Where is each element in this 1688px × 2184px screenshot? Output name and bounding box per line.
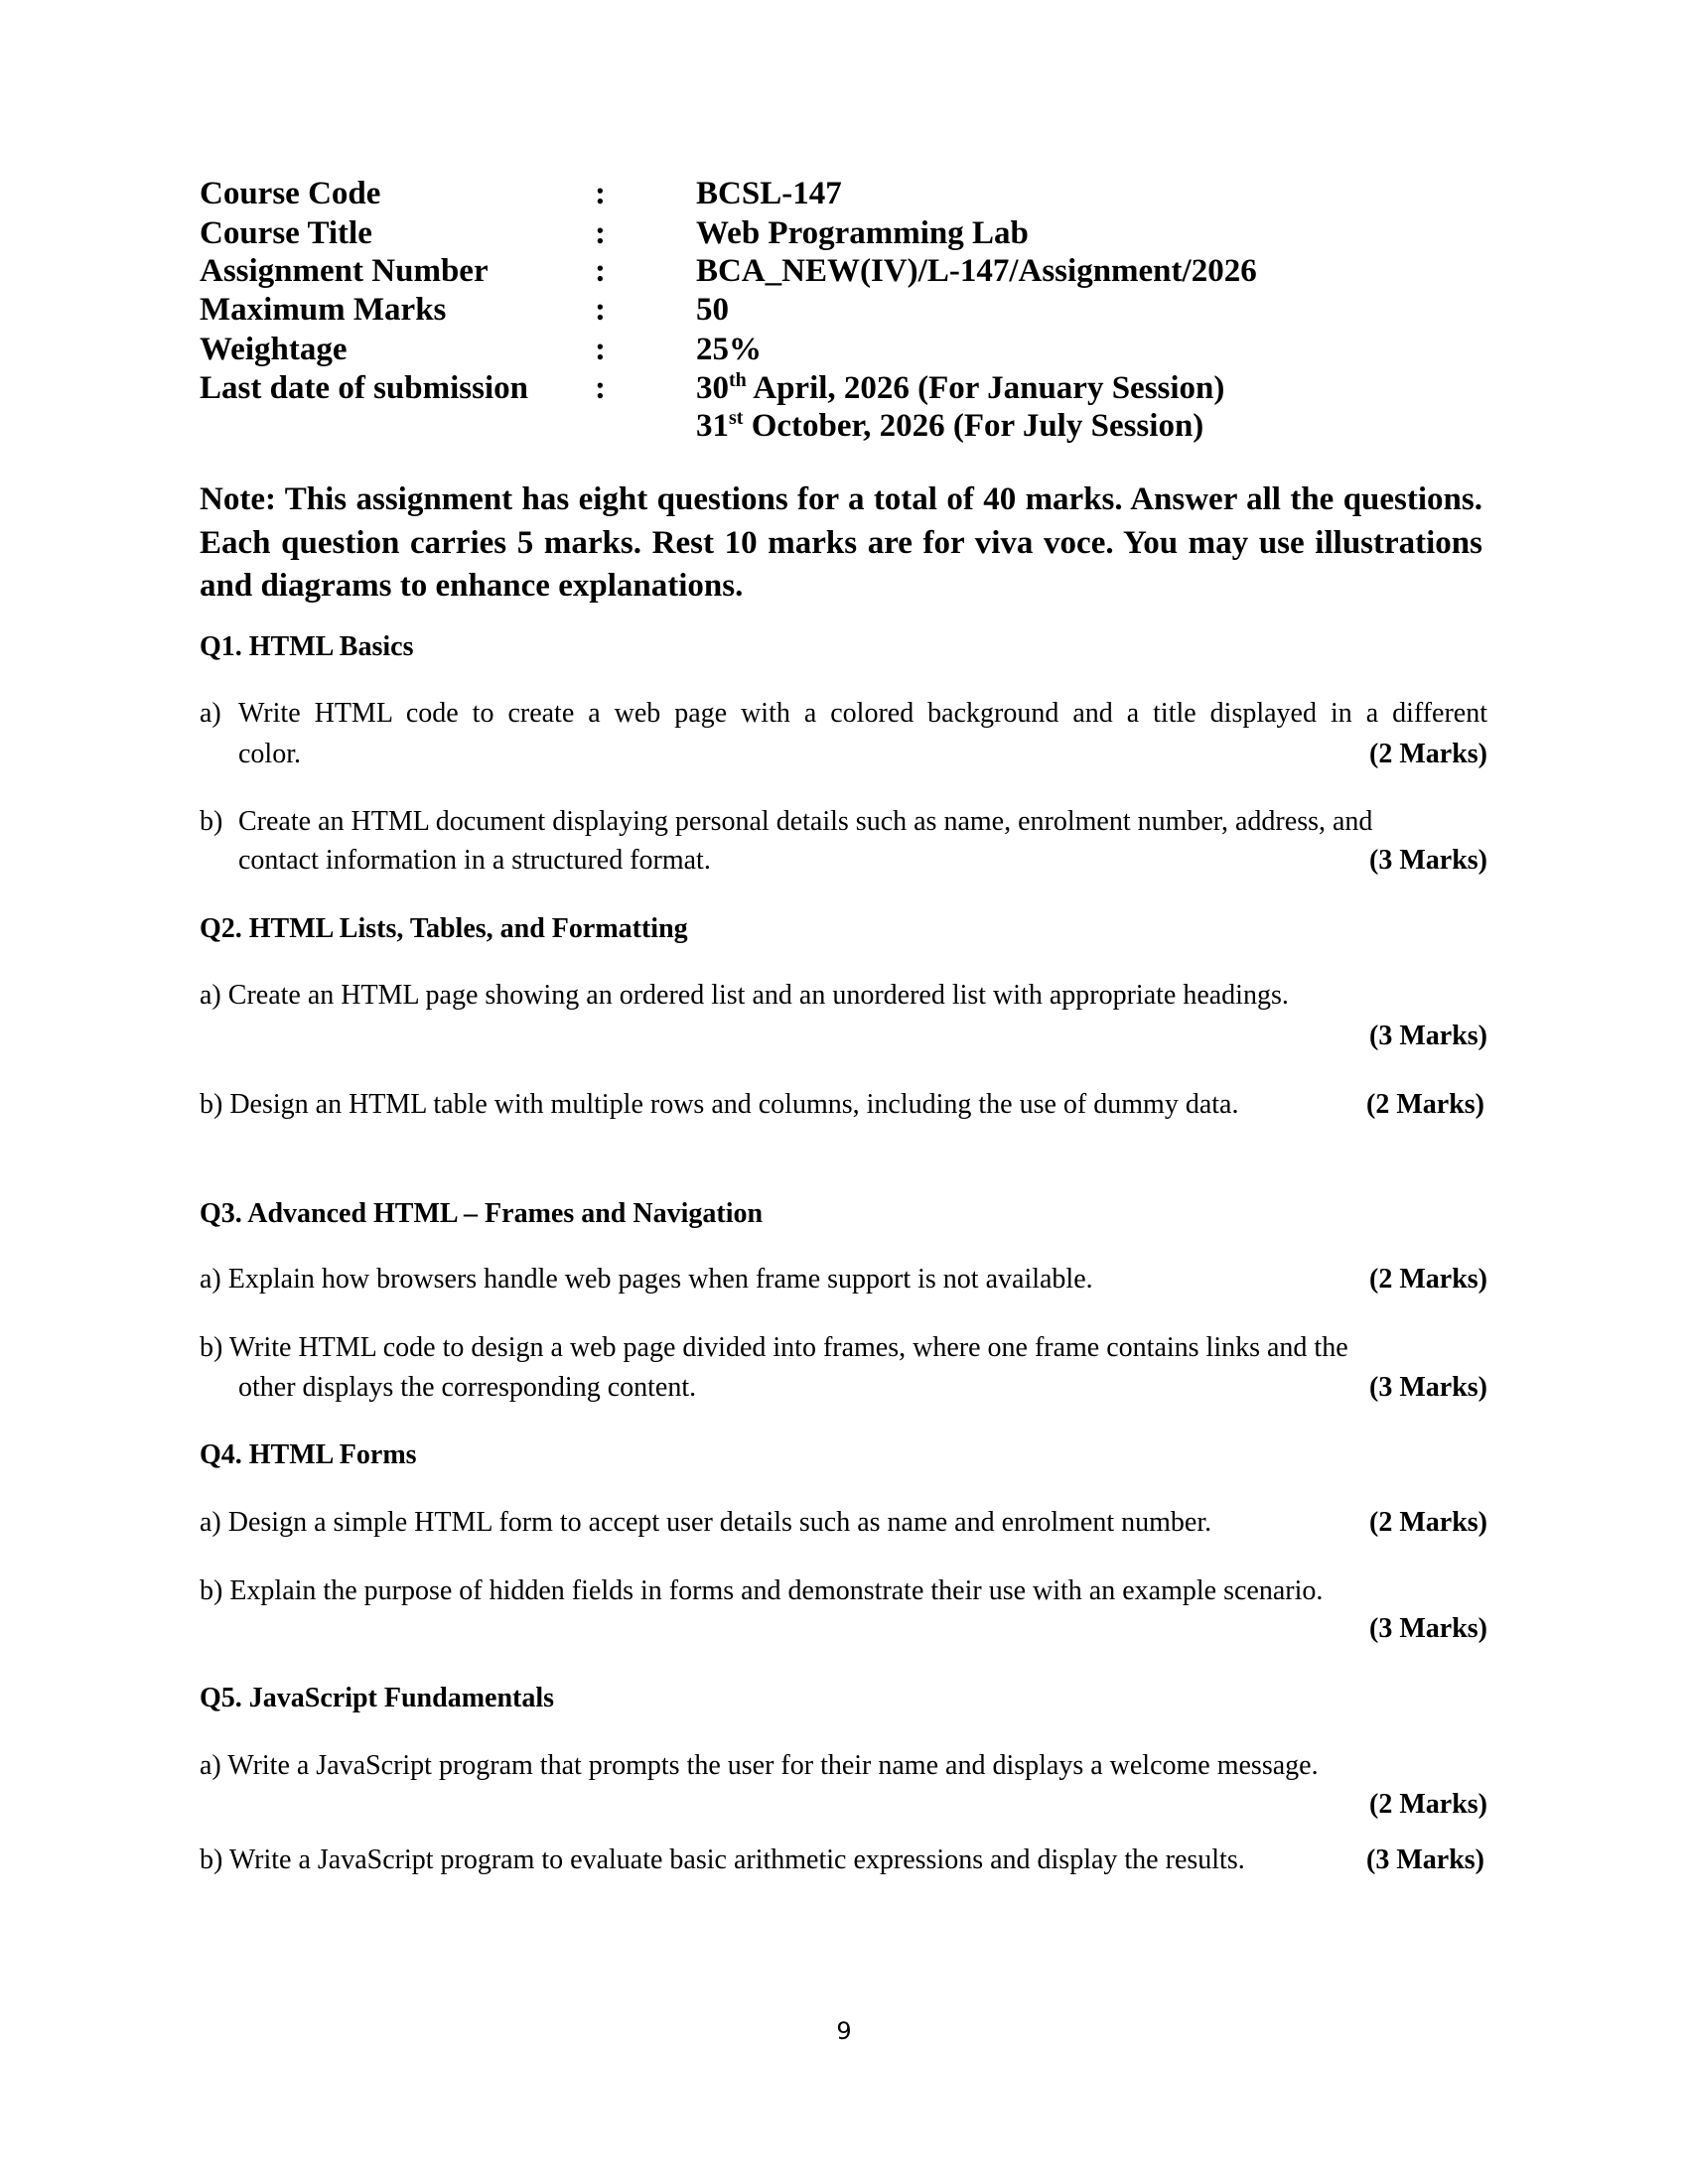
question-part-q3a — [200, 1266, 1487, 1294]
part-text: Design a simple HTML form to accept user details such as name and enrolment number. — [227, 1507, 1212, 1538]
question-part-q1a-cont — [238, 741, 1487, 768]
marks-label: (2 Marks) — [1369, 1264, 1487, 1295]
marks-label: (2 Marks) — [1366, 1089, 1484, 1120]
date-suffix: th — [729, 369, 747, 391]
question-heading-q4: Q4. HTML Forms — [200, 1439, 417, 1470]
part-prefix: b) — [200, 806, 223, 837]
part-text: Design an HTML table with multiple rows and columns, including the use of dummy data. — [229, 1089, 1239, 1120]
part-text: Create an HTML document displaying personal details such as name, enrolment number, address, and — [238, 806, 1373, 837]
marks-label: (2 Marks) — [1369, 1507, 1487, 1538]
part-prefix: b) — [200, 1844, 223, 1875]
part-text: Write HTML code to create a web page with a colored background and a title displayed in a different — [238, 698, 1487, 729]
date-day: 31 — [696, 408, 729, 444]
meta-value: Web Programming Lab — [696, 215, 1029, 251]
question-part-q4a — [200, 1509, 1487, 1537]
date-rest: April, 2026 (For January Session) — [753, 370, 1225, 406]
marks-label: (2 Marks) — [1369, 1789, 1487, 1820]
question-part-q1a — [200, 700, 1487, 728]
part-text: Create an HTML page showing an ordered list and an unordered list with appropriate headings. — [227, 980, 1289, 1011]
part-prefix: a) — [200, 698, 221, 729]
question-part-q5a — [200, 1752, 1487, 1780]
meta-label: Course Code — [200, 176, 381, 211]
part-text: Write HTML code to design a web page divided into frames, where one frame contains links and the — [228, 1332, 1348, 1363]
note-line: Note: This assignment has eight questions for a total of 40 marks. Answer all the questions. — [200, 481, 1482, 517]
meta-label: Assignment Number — [200, 253, 489, 289]
meta-colon: : — [595, 253, 606, 289]
part-prefix: b) — [200, 1332, 223, 1363]
meta-label: Course Title — [200, 215, 372, 251]
part-prefix: a) — [200, 1750, 221, 1781]
marks-label: (2 Marks) — [1369, 739, 1487, 769]
note-line: and diagrams to enhance explanations. — [200, 568, 744, 604]
note-line: Each question carries 5 marks. Rest 10 marks are for viva voce. You may use illustrations — [200, 525, 1482, 561]
question-heading-q3: Q3. Advanced HTML – Frames and Navigation — [200, 1198, 764, 1229]
date-rest: October, 2026 (For July Session) — [751, 408, 1204, 444]
question-part-q2a — [200, 982, 1487, 1010]
marks-label: (3 Marks) — [1369, 845, 1487, 876]
meta-colon: : — [595, 292, 606, 328]
part-text: other displays the corresponding content. — [238, 1372, 697, 1403]
marks-label: (3 Marks) — [1369, 1372, 1487, 1403]
part-prefix: a) — [200, 1507, 221, 1538]
meta-label: Maximum Marks — [200, 292, 447, 328]
part-text: Write a JavaScript program to evaluate basic arithmetic expressions and display the results. — [228, 1844, 1245, 1875]
meta-colon: : — [595, 215, 606, 251]
date-january-session — [696, 369, 1225, 406]
question-part-q1b — [200, 808, 1487, 836]
part-text: Write a JavaScript program that prompts the user for their name and displays a welcome message. — [227, 1750, 1319, 1781]
question-part-q3b-cont — [238, 1374, 1487, 1402]
part-prefix: a) — [200, 980, 221, 1011]
marks-label: (3 Marks) — [1366, 1844, 1484, 1875]
part-prefix: b) — [200, 1575, 223, 1606]
question-part-q2b — [200, 1091, 1487, 1119]
question-part-q4b — [200, 1577, 1487, 1605]
part-text: Explain the purpose of hidden fields in forms and demonstrate their use with an example scenario. — [229, 1575, 1324, 1606]
meta-label: Last date of submission — [200, 370, 528, 406]
part-prefix: b) — [200, 1089, 223, 1120]
meta-colon: : — [595, 332, 606, 367]
question-part-q1b-cont — [238, 847, 1487, 875]
meta-value: 50 — [696, 292, 729, 328]
date-suffix: st — [729, 407, 744, 429]
meta-value: BCA_NEW(IV)/L-147/Assignment/2026 — [696, 253, 1257, 289]
part-text: contact information in a structured format. — [238, 845, 711, 876]
marks-label: (3 Marks) — [1369, 1613, 1487, 1644]
meta-colon: : — [595, 176, 606, 211]
date-day: 30 — [696, 370, 729, 406]
part-prefix: a) — [200, 1264, 221, 1295]
question-part-q3b — [200, 1334, 1487, 1362]
part-text: color. — [238, 739, 301, 769]
part-text: Explain how browsers handle web pages when frame support is not available. — [227, 1264, 1093, 1295]
marks-label: (3 Marks) — [1369, 1021, 1487, 1051]
meta-value: BCSL-147 — [696, 176, 842, 211]
question-heading-q2: Q2. HTML Lists, Tables, and Formatting — [200, 913, 688, 944]
question-heading-q1: Q1. HTML Basics — [200, 631, 414, 662]
meta-colon: : — [595, 370, 606, 406]
meta-label: Weightage — [200, 332, 348, 367]
meta-value: 25% — [696, 332, 762, 367]
question-heading-q5: Q5. JavaScript Fundamentals — [200, 1683, 555, 1713]
page-number: 9 — [836, 2017, 852, 2045]
date-july-session — [696, 407, 1204, 444]
question-part-q5b — [200, 1846, 1487, 1874]
